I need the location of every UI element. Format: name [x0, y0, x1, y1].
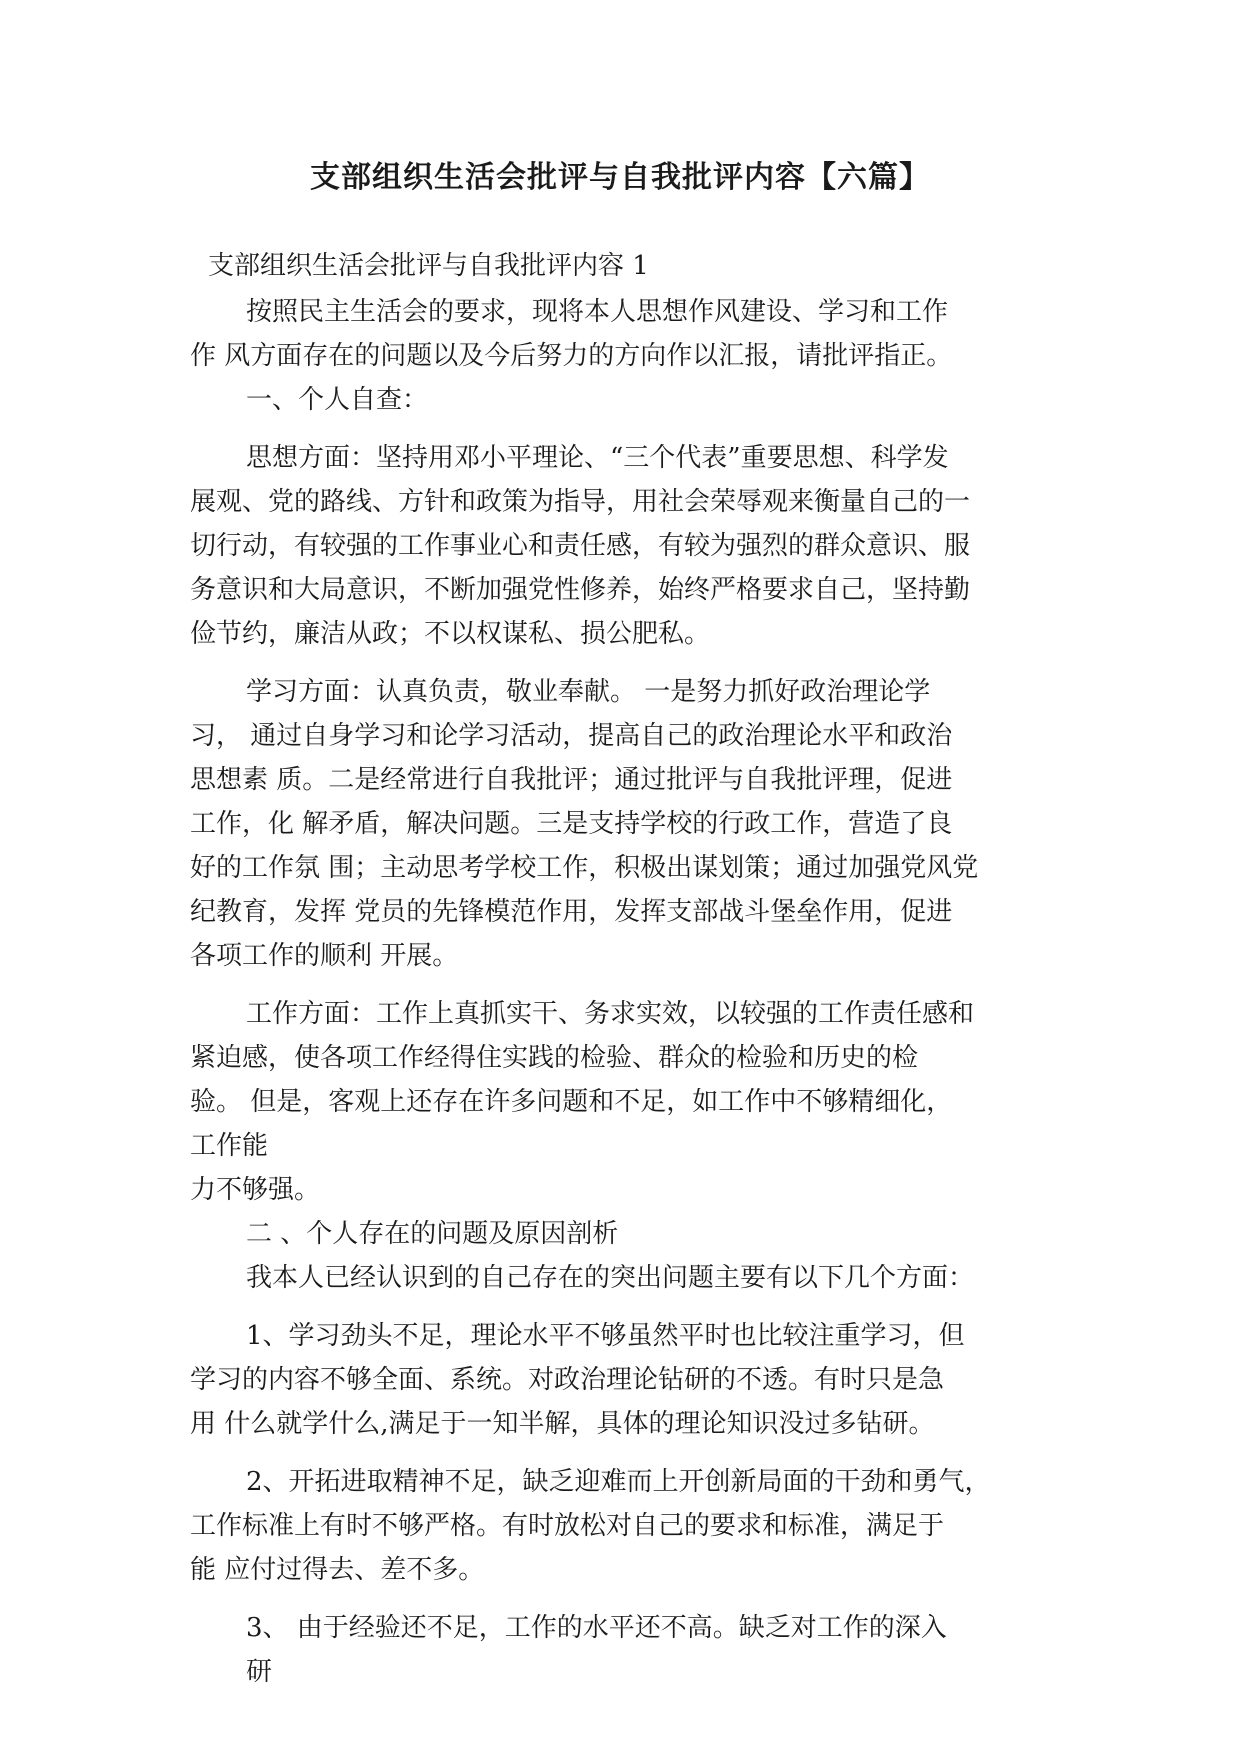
- text-line: 按照民主生活会的要求，现将本人思想作风建设、学习和工作: [246, 297, 949, 327]
- paragraph-item-1: [190, 1314, 1050, 1446]
- text-line: 工作标准上有时不够严格。有时放松对自己的要求和标准，满足于: [190, 1511, 945, 1541]
- text-line: 一、个人自查：: [246, 385, 429, 415]
- text-line: 务意识和大局意识，不断加强党性修养，始终严格要求自己，坚持勤: [190, 575, 971, 605]
- document-body: [190, 244, 1050, 1694]
- text-line: 思想方面：坚持用邓小平理论、“三个代表”重要思想、科学发: [246, 443, 949, 473]
- text-line: 我本人已经认识到的自己存在的突出问题主要有以下几个方面：: [246, 1263, 975, 1293]
- text-line: 1、学习劲头不足，理论水平不够虽然平时也比较注重学习，但: [246, 1321, 965, 1351]
- text-line: 各项工作的顺利 开展。: [190, 941, 459, 971]
- text-line: 工作方面：工作上真抓实干、务求实效，以较强的工作责任感和: [246, 999, 975, 1029]
- text-line: 能 应付过得去、差不多。: [190, 1555, 485, 1585]
- paragraph-work: [190, 992, 1050, 1212]
- text-line: 作 风方面存在的问题以及今后努力的方向作以汇报，请批评指正。: [190, 341, 953, 371]
- text-line: 研: [246, 1657, 273, 1687]
- text-line: 2、开拓进取精神不足，缺乏迎难而上开创新局面的干劲和勇气，: [246, 1467, 991, 1497]
- heading-self-check: [190, 378, 1050, 422]
- text-line: 学习的内容不够全面、系统。对政治理论钻研的不透。有时只是急: [190, 1365, 945, 1395]
- text-line: 3、 由于经验还不足，工作的水平还不高。缺乏对工作的深入: [246, 1613, 947, 1643]
- text-line: 紧迫感，使各项工作经得住实践的检验、群众的检验和历史的检: [190, 1043, 919, 1073]
- text-line: 用 什么就学什么,满足于一知半解，具体的理论知识没过多钻研。: [190, 1409, 935, 1439]
- text-line: 好的工作氛 围；主动思考学校工作，积极出谋划策；通过加强党风党: [190, 853, 979, 883]
- paragraph-item-2: [190, 1460, 1050, 1592]
- text-line: 验。 但是，客观上还存在许多问题和不足，如工作中不够精细化，: [190, 1087, 953, 1117]
- paragraph-item-3: [190, 1606, 1050, 1694]
- text-line: 工作，化 解矛盾，解决问题。三是支持学校的行政工作，营造了良: [190, 809, 953, 839]
- heading-problems: [190, 1212, 1050, 1256]
- paragraph-problems-intro: [190, 1256, 1050, 1300]
- section-heading: 支部组织生活会批评与自我批评内容 1: [208, 251, 649, 281]
- paragraph-intro: [190, 290, 1050, 378]
- document-title: 支部组织生活会批评与自我批评内容【六篇】: [310, 160, 930, 195]
- text-line: 纪教育，发挥 党员的先锋模范作用，发挥支部战斗堡垒作用，促进: [190, 897, 953, 927]
- text-line: 展观、党的路线、方针和政策为指导，用社会荣辱观来衡量自己的一: [190, 487, 971, 517]
- paragraph-thought: [190, 436, 1050, 656]
- text-line: 学习方面：认真负责，敬业奉献。 一是努力抓好政治理论学: [246, 677, 931, 707]
- text-line: 切行动，有较强的工作事业心和责任感，有较为强烈的群众意识、服: [190, 531, 971, 561]
- text-line: 思想素 质。二是经常进行自我批评；通过批评与自我批评理，促进: [190, 765, 953, 795]
- text-line: 习， 通过自身学习和论学习活动，提高自己的政治理论水平和政治: [190, 721, 953, 751]
- text-line: 力不够强。: [190, 1175, 321, 1205]
- text-line: 俭节约，廉洁从政；不以权谋私、损公肥私。: [190, 619, 711, 649]
- text-line: 工作能: [190, 1131, 269, 1161]
- paragraph-study: [190, 670, 1050, 978]
- text-line: 二 、个人存在的问题及原因剖析: [246, 1219, 619, 1249]
